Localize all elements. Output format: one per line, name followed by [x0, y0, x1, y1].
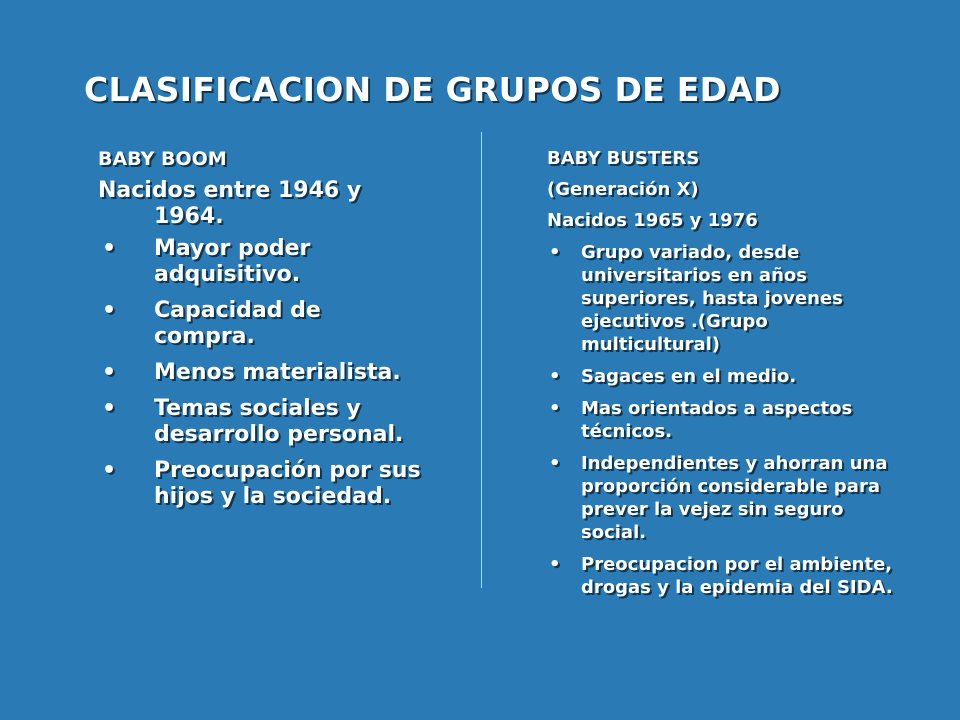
- list-item: [547, 553, 907, 599]
- list-item: [547, 397, 907, 443]
- list-item-text: Capacidad de compra.: [154, 298, 321, 349]
- bullet-icon: •: [102, 360, 117, 385]
- list-item: [547, 241, 907, 356]
- list-item-text: Menos materialista.: [154, 360, 401, 385]
- baby-busters-list: [547, 241, 907, 599]
- baby-boom-list: [98, 236, 428, 510]
- list-item: [98, 236, 428, 288]
- list-item-text: Independientes y ahorran una proporción considerable para prever la vejez sin seguro social.: [581, 453, 888, 543]
- list-item-text: Sagaces en el medio.: [581, 366, 797, 387]
- bullet-icon: •: [102, 298, 117, 323]
- list-item-text: Mayor poder adquisitivo.: [154, 236, 311, 287]
- list-item-text: Grupo variado, desde universitarios en años superiores, hasta jovenes ejecutivos .(Grupo multicultural): [581, 242, 843, 355]
- list-item: [98, 396, 428, 448]
- bullet-icon: •: [102, 396, 117, 421]
- list-item-text: Temas sociales y desarrollo personal.: [154, 396, 404, 447]
- bullet-icon: •: [549, 554, 561, 575]
- baby-busters-years: Nacidos 1965 y 1976: [547, 210, 758, 231]
- bullet-icon: •: [102, 236, 117, 261]
- baby-boom-years: Nacidos entre 1946 y 1964.: [98, 178, 362, 229]
- column-divider: [481, 132, 482, 588]
- bullet-icon: •: [102, 458, 117, 483]
- bullet-icon: •: [549, 366, 561, 387]
- slide-title: CLASIFICACION DE GRUPOS DE EDAD: [84, 70, 781, 109]
- list-item-text: Mas orientados a aspectos técnicos.: [581, 398, 853, 442]
- bullet-icon: •: [549, 453, 561, 474]
- bullet-icon: •: [549, 398, 561, 419]
- list-item: [547, 365, 907, 388]
- list-item: [98, 298, 428, 350]
- list-item-text: Preocupación por sus hijos y la sociedad.: [154, 458, 421, 509]
- list-item: [547, 452, 907, 544]
- baby-busters-column: [547, 148, 907, 608]
- list-item-text: Preocupacion por el ambiente, drogas y la epidemia del SIDA.: [581, 554, 893, 598]
- list-item: [98, 458, 428, 510]
- generation-x-label: (Generación X): [547, 179, 699, 200]
- baby-boom-column: [98, 148, 428, 520]
- bullet-icon: •: [549, 242, 561, 263]
- baby-boom-heading: BABY BOOM: [98, 148, 227, 170]
- list-item: [98, 360, 428, 386]
- baby-busters-heading: BABY BUSTERS: [547, 148, 700, 169]
